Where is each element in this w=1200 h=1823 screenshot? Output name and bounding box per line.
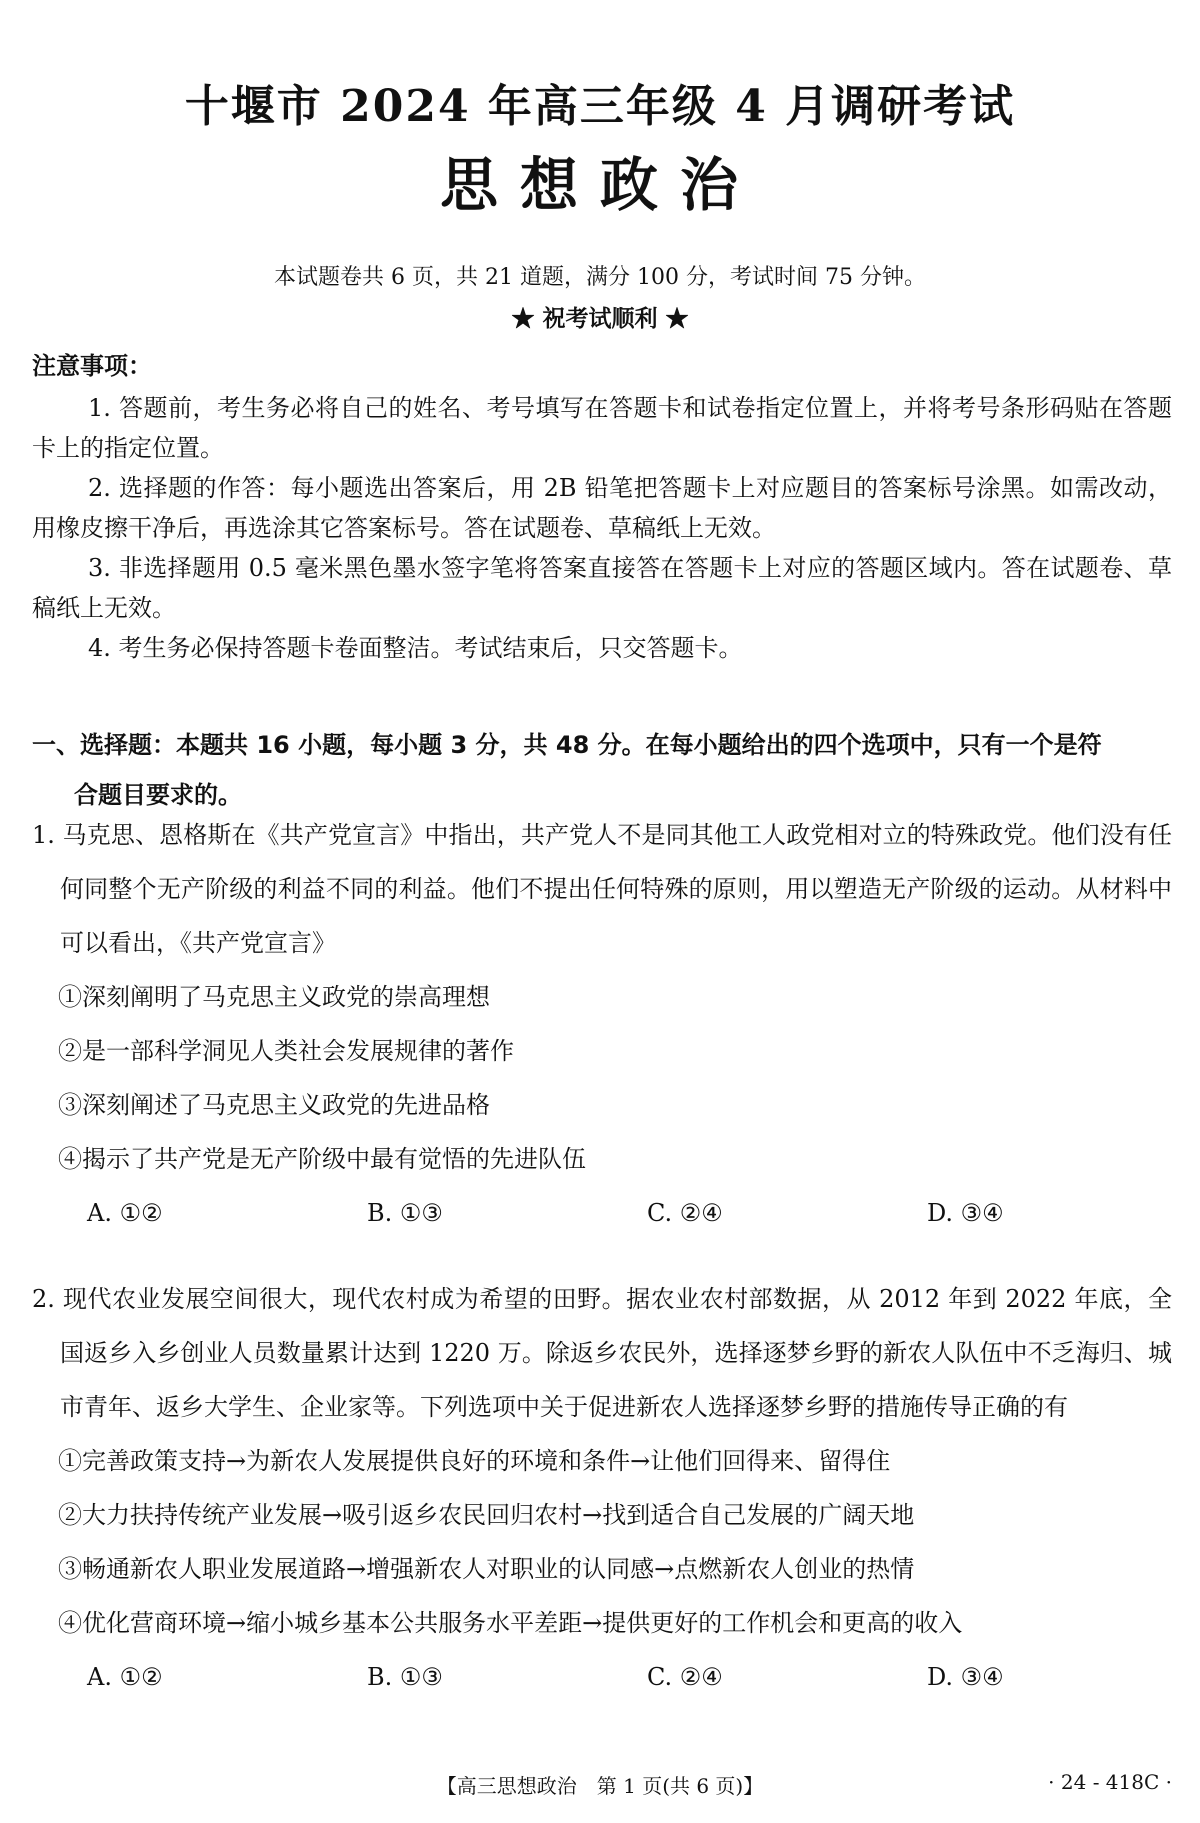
question-2-block bbox=[32, 1272, 1172, 1704]
question-1-block bbox=[32, 808, 1172, 1240]
statement-option: ④揭示了共产党是无产阶级中最有觉悟的先进队伍 bbox=[58, 1145, 586, 1173]
statement-option: ④优化营商环境→缩小城乡基本公共服务水平差距→提供更好的工作机会和更高的收入 bbox=[58, 1609, 963, 1637]
page-number: 【高三思想政治 第 1 页(共 6 页)】 bbox=[436, 1774, 764, 1798]
statement-option: ③深刻阐述了马克思主义政党的先进品格 bbox=[58, 1091, 490, 1119]
good-luck-banner: ★ 祝考试顺利 ★ bbox=[511, 305, 689, 332]
section-heading bbox=[32, 720, 1172, 820]
answer-choice-c: C. ②④ bbox=[647, 1663, 723, 1691]
notice-item: 2. 选择题的作答：每小题选出答案后，用 2B 铅笔把答题卡上对应题目的答案标号涂黑。如需改动，用橡皮擦干净后，再选涂其它答案标号。答在试题卷、草稿纸上无效。 bbox=[32, 474, 1172, 542]
statement-option: ②是一部科学洞见人类社会发展规律的著作 bbox=[58, 1037, 514, 1065]
statement-option: ①完善政策支持→为新农人发展提供良好的环境和条件→让他们回得来、留得住 bbox=[58, 1447, 891, 1475]
statement-option: ②大力扶持传统产业发展→吸引返乡农民回归农村→找到适合自己发展的广阔天地 bbox=[58, 1501, 915, 1529]
section-heading-line: 一、选择题：本题共 16 小题，每小题 3 分，共 48 分。在每小题给出的四个选项中，只有一个是符 bbox=[32, 731, 1102, 759]
answer-choice-b: B. ①③ bbox=[367, 1663, 443, 1691]
notice-item: 3. 非选择题用 0.5 毫米黑色墨水签字笔将答案直接答在答题卡上对应的答题区域内。答在试题卷、草稿纸上无效。 bbox=[32, 554, 1172, 622]
exam-code: · 24 - 418C · bbox=[1048, 1770, 1172, 1794]
statement-option: ③畅通新农人职业发展道路→增强新农人对职业的认同感→点燃新农人创业的热情 bbox=[58, 1555, 915, 1583]
notice-list bbox=[32, 388, 1172, 668]
subject-title: 思想政治 bbox=[439, 151, 760, 219]
notice-item: 1. 答题前，考生务必将自己的姓名、考号填写在答题卡和试卷指定位置上，并将考号条形码贴在答题卡上的指定位置。 bbox=[32, 394, 1172, 462]
notice-item: 4. 考生务必保持答题卡卷面整洁。考试结束后，只交答题卡。 bbox=[88, 634, 743, 662]
notice-heading: 注意事项： bbox=[32, 352, 152, 380]
exam-info: 本试题卷共 6 页，共 21 道题，满分 100 分，考试时间 75 分钟。 bbox=[274, 265, 926, 290]
answer-choice-a: A. ①② bbox=[87, 1199, 163, 1227]
section-heading-line: 合题目要求的。 bbox=[74, 781, 242, 809]
answer-choice-a: A. ①② bbox=[87, 1663, 163, 1691]
answer-choices bbox=[87, 1650, 1172, 1704]
answer-choices bbox=[87, 1186, 1172, 1240]
answer-choice-d: D. ③④ bbox=[927, 1199, 1004, 1227]
statement-option: ①深刻阐明了马克思主义政党的崇高理想 bbox=[58, 983, 490, 1011]
question-stem: 1. 马克思、恩格斯在《共产党宣言》中指出，共产党人不是同其他工人政党相对立的特殊政党。他们没有任何同整个无产阶级的利益不同的利益。他们不提出任何特殊的原则，用以塑造无产阶级的运动。从材料中可以看出，《共产党宣言》 bbox=[32, 821, 1172, 957]
answer-choice-b: B. ①③ bbox=[367, 1199, 443, 1227]
answer-choice-d: D. ③④ bbox=[927, 1663, 1004, 1691]
exam-title: 十堰市 2024 年高三年级 4 月调研考试 bbox=[184, 81, 1016, 132]
question-stem: 2. 现代农业发展空间很大，现代农村成为希望的田野。据农业农村部数据，从 2012 年到 2022 年底，全国返乡入乡创业人员数量累计达到 1220 万。除返乡农民外，选择逐梦乡野的新农人队伍中不乏海归、城市青年、返乡大学生、企业家等。下列选项中关于促进新农人选择逐梦乡野的措施传导正确的有 bbox=[32, 1285, 1172, 1421]
answer-choice-c: C. ②④ bbox=[647, 1199, 723, 1227]
